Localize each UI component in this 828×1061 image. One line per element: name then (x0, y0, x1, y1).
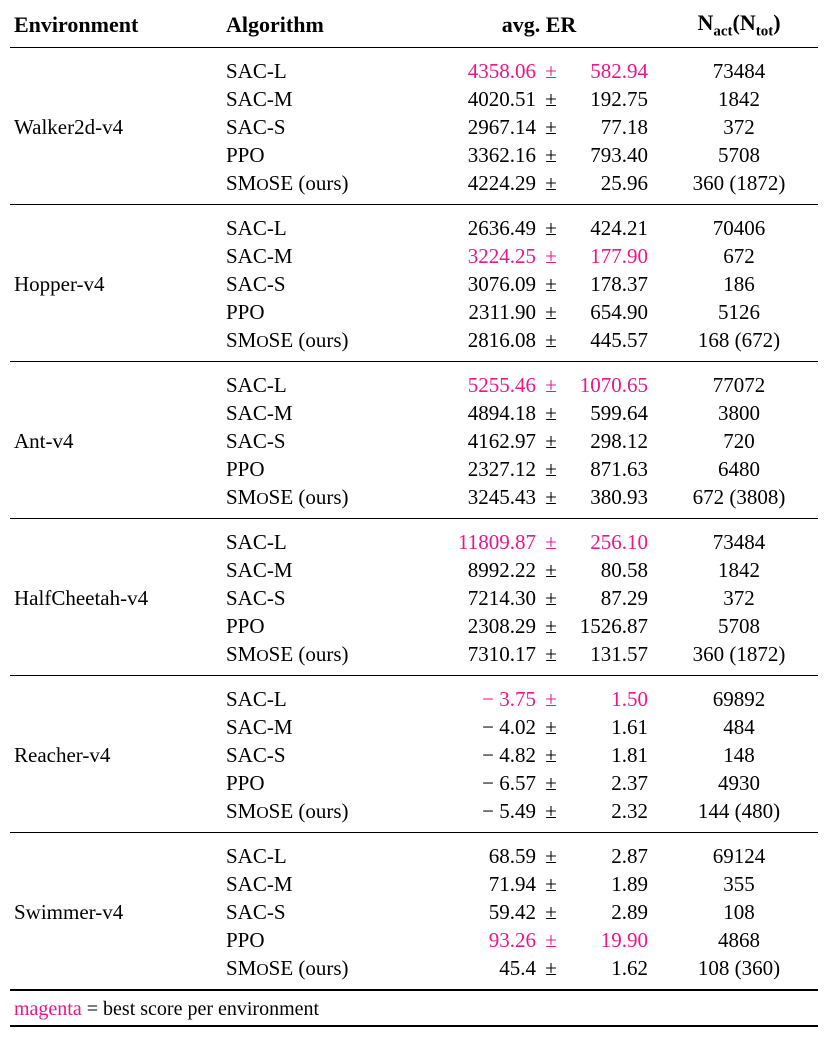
smallcap-letter: O (256, 959, 269, 979)
algorithm-label: SAC-L (226, 529, 287, 554)
spacer-cell (562, 48, 660, 57)
spacer-cell (540, 519, 562, 528)
spacer-cell (562, 668, 660, 676)
nact-value: 372 (723, 585, 755, 610)
plus-minus-symbol: ± (545, 372, 557, 397)
algorithm-label: PPO (226, 613, 265, 638)
avg-er-std: 2.32 (611, 798, 649, 823)
table-row (10, 57, 818, 85)
plus-minus-symbol: ± (545, 686, 557, 711)
algorithm-label: SAC-S (226, 585, 286, 610)
spacer-cell (540, 362, 562, 371)
avg-er-std: 1.62 (611, 955, 649, 980)
spacer-cell (10, 676, 222, 685)
spacer-cell (660, 519, 818, 528)
avg-er-std: 87.29 (600, 585, 649, 610)
algorithm-label: SMOSE (ours) (226, 955, 349, 980)
legend-keyword: magenta (14, 998, 82, 1021)
nact-value: 73484 (712, 58, 766, 83)
nact-value: 73484 (712, 529, 766, 554)
algorithm-label: SAC-L (226, 372, 287, 397)
nact-value: 108 (360) (697, 955, 781, 980)
algorithm-label: PPO (226, 456, 265, 481)
avg-er-std: 2.87 (611, 843, 649, 868)
spacer-cell (10, 197, 222, 205)
avg-er-mean: 5255.46 (467, 372, 536, 397)
spacer-cell (418, 833, 540, 842)
legend-description: = best score per environment (81, 998, 320, 1021)
plus-minus-symbol: ± (545, 899, 557, 924)
nact-value: 4868 (718, 927, 761, 952)
group-spacer (10, 982, 818, 990)
spacer-cell (222, 48, 418, 57)
group-spacer (10, 833, 818, 842)
algorithm-label: SAC-M (226, 871, 293, 896)
spacer-cell (562, 676, 660, 685)
environment-label: Ant-v4 (14, 428, 74, 453)
spacer-cell (562, 354, 660, 362)
plus-minus-symbol: ± (545, 557, 557, 582)
avg-er-mean: 2967.14 (467, 114, 536, 139)
group-spacer (10, 668, 818, 676)
avg-er-std: 445.57 (590, 327, 649, 352)
group-spacer (10, 676, 818, 685)
rule-cell (540, 1026, 562, 1027)
plus-minus-symbol: ± (545, 142, 557, 167)
avg-er-mean: 2308.29 (467, 613, 536, 638)
avg-er-std: 19.90 (600, 927, 649, 952)
nact-value: 5708 (718, 142, 761, 167)
spacer-cell (222, 362, 418, 371)
spacer-cell (222, 205, 418, 214)
plus-minus-symbol: ± (545, 243, 557, 268)
avg-er-mean: 68.59 (488, 843, 536, 868)
algorithm-label: PPO (226, 927, 265, 952)
avg-er-mean: 4162.97 (467, 428, 536, 453)
avg-er-mean: 4894.18 (467, 400, 536, 425)
algorithm-label: SAC-M (226, 243, 293, 268)
nact-value: 484 (723, 714, 755, 739)
plus-minus-symbol: ± (545, 215, 557, 240)
smallcap-letter: O (256, 331, 269, 351)
plus-minus-symbol: ± (545, 114, 557, 139)
spacer-cell (10, 668, 222, 676)
nact-value: 1842 (718, 86, 761, 111)
nact-value: 4930 (718, 770, 761, 795)
spacer-cell (660, 833, 818, 842)
smallcap-letter: O (256, 802, 269, 822)
spacer-cell (10, 354, 222, 362)
avg-er-mean: − 6.57 (482, 770, 536, 795)
algorithm-label: SAC-M (226, 86, 293, 111)
spacer-cell (540, 668, 562, 676)
algorithm-label: SAC-L (226, 58, 287, 83)
spacer-cell (660, 982, 818, 990)
avg-er-std: 424.21 (590, 215, 649, 240)
rule-cell (10, 1026, 222, 1027)
plus-minus-symbol: ± (545, 613, 557, 638)
spacer-cell (562, 982, 660, 990)
spacer-cell (222, 197, 418, 205)
avg-er-mean: 2311.90 (468, 299, 536, 324)
spacer-cell (418, 982, 540, 990)
avg-er-mean: 8992.22 (467, 557, 536, 582)
header-environment: Environment (14, 12, 139, 38)
spacer-cell (418, 668, 540, 676)
avg-er-mean: 7214.30 (467, 585, 536, 610)
algorithm-label: SAC-L (226, 686, 287, 711)
plus-minus-symbol: ± (545, 927, 557, 952)
plus-minus-symbol: ± (545, 271, 557, 296)
environment-label: Walker2d-v4 (14, 114, 124, 139)
avg-er-std: 793.40 (590, 142, 649, 167)
header-nact-sub: act (713, 23, 733, 40)
spacer-cell (222, 354, 418, 362)
avg-er-mean: 11809.87 (458, 529, 536, 554)
rule-cell (418, 1026, 540, 1027)
algorithm-label: PPO (226, 299, 265, 324)
nact-value: 69124 (712, 843, 766, 868)
spacer-cell (660, 197, 818, 205)
avg-er-mean: 4020.51 (467, 86, 536, 111)
header-nact-paren-sub: tot (755, 23, 774, 40)
avg-er-mean: 3224.25 (467, 243, 536, 268)
avg-er-mean: 45.4 (499, 955, 536, 980)
avg-er-mean: 93.26 (488, 927, 536, 952)
avg-er-std: 2.89 (611, 899, 649, 924)
avg-er-mean: 3245.43 (467, 484, 536, 509)
header-nact (660, 6, 818, 48)
avg-er-std: 1.89 (611, 871, 649, 896)
table-row (10, 371, 818, 399)
plus-minus-symbol: ± (545, 770, 557, 795)
header-algorithm: Algorithm (226, 12, 324, 38)
avg-er-std: 380.93 (590, 484, 649, 509)
algorithm-label: SMOSE (ours) (226, 641, 349, 666)
nact-value: 69892 (712, 686, 766, 711)
algorithm-label: PPO (226, 142, 265, 167)
spacer-cell (660, 362, 818, 371)
avg-er-mean: 2636.49 (467, 215, 536, 240)
environment-label: Hopper-v4 (14, 271, 105, 296)
smallcap-letter: O (256, 645, 269, 665)
spacer-cell (418, 205, 540, 214)
environment-label: Swimmer-v4 (14, 899, 124, 924)
nact-value: 70406 (712, 215, 766, 240)
nact-value: 720 (723, 428, 755, 453)
nact-value: 108 (723, 899, 755, 924)
spacer-cell (660, 354, 818, 362)
avg-er-mean: 71.94 (488, 871, 536, 896)
nact-value: 672 (723, 243, 755, 268)
spacer-cell (540, 48, 562, 57)
group-spacer (10, 48, 818, 57)
plus-minus-symbol: ± (545, 456, 557, 481)
table-row (10, 842, 818, 870)
nact-value: 3800 (718, 400, 761, 425)
avg-er-std: 1070.65 (579, 372, 649, 397)
algorithm-label: SAC-S (226, 742, 286, 767)
plus-minus-symbol: ± (545, 327, 557, 352)
spacer-cell (10, 48, 222, 57)
group-spacer (10, 354, 818, 362)
spacer-cell (562, 362, 660, 371)
algorithm-label: SMOSE (ours) (226, 798, 349, 823)
smallcap-letter: O (256, 174, 269, 194)
nact-value: 360 (1872) (692, 170, 786, 195)
avg-er-std: 77.18 (600, 114, 649, 139)
avg-er-mean: − 4.02 (482, 714, 536, 739)
group-spacer (10, 362, 818, 371)
spacer-cell (562, 833, 660, 842)
environment-label: HalfCheetah-v4 (14, 585, 149, 610)
spacer-cell (562, 519, 660, 528)
table-row (10, 528, 818, 556)
rule-cell (222, 1026, 418, 1027)
spacer-cell (418, 362, 540, 371)
plus-minus-symbol: ± (545, 529, 557, 554)
plus-minus-symbol: ± (545, 871, 557, 896)
legend-row (10, 991, 818, 1026)
algorithm-label: SAC-M (226, 714, 293, 739)
plus-minus-symbol: ± (545, 86, 557, 111)
spacer-cell (10, 825, 222, 833)
avg-er-mean: 4224.29 (467, 170, 536, 195)
spacer-cell (540, 825, 562, 833)
avg-er-std: 192.75 (590, 86, 649, 111)
spacer-cell (222, 982, 418, 990)
nact-value: 5126 (718, 299, 761, 324)
spacer-cell (540, 205, 562, 214)
spacer-cell (418, 48, 540, 57)
avg-er-std: 871.63 (590, 456, 649, 481)
spacer-cell (540, 197, 562, 205)
header-nact-paren-open: (N (732, 10, 756, 35)
spacer-cell (418, 676, 540, 685)
nact-value: 1842 (718, 557, 761, 582)
plus-minus-symbol: ± (545, 714, 557, 739)
spacer-cell (222, 825, 418, 833)
spacer-cell (418, 519, 540, 528)
plus-minus-symbol: ± (545, 585, 557, 610)
avg-er-mean: 2816.08 (467, 327, 536, 352)
avg-er-mean: 4358.06 (467, 58, 536, 83)
plus-minus-symbol: ± (545, 742, 557, 767)
avg-er-std: 298.12 (590, 428, 649, 453)
avg-er-std: 1.81 (611, 742, 649, 767)
plus-minus-symbol: ± (545, 400, 557, 425)
avg-er-std: 177.90 (590, 243, 649, 268)
spacer-cell (10, 205, 222, 214)
nact-value: 144 (480) (697, 798, 781, 823)
spacer-cell (540, 833, 562, 842)
environment-label: Reacher-v4 (14, 742, 111, 767)
avg-er-mean: − 5.49 (482, 798, 536, 823)
spacer-cell (540, 511, 562, 519)
nact-value: 148 (723, 742, 755, 767)
spacer-cell (660, 511, 818, 519)
spacer-cell (540, 982, 562, 990)
avg-er-std: 1526.87 (579, 613, 649, 638)
group-spacer (10, 825, 818, 833)
spacer-cell (540, 676, 562, 685)
algorithm-label: SAC-L (226, 843, 287, 868)
spacer-cell (660, 668, 818, 676)
table-header-row (10, 6, 818, 48)
spacer-cell (222, 668, 418, 676)
spacer-cell (418, 197, 540, 205)
nact-value: 360 (1872) (692, 641, 786, 666)
table-body (10, 48, 818, 1028)
legend-text (10, 991, 818, 1026)
avg-er-mean: − 3.75 (482, 686, 536, 711)
smallcap-letter: O (256, 488, 269, 508)
nact-value: 186 (723, 271, 755, 296)
spacer-cell (660, 205, 818, 214)
plus-minus-symbol: ± (545, 843, 557, 868)
group-spacer (10, 511, 818, 519)
spacer-cell (562, 205, 660, 214)
nact-value: 672 (3808) (692, 484, 786, 509)
algorithm-label: SMOSE (ours) (226, 484, 349, 509)
spacer-cell (10, 511, 222, 519)
spacer-cell (660, 825, 818, 833)
spacer-cell (10, 519, 222, 528)
algorithm-label: SAC-S (226, 114, 286, 139)
rule-cell (660, 1026, 818, 1027)
header-nact-prefix: N (697, 10, 714, 35)
spacer-cell (222, 519, 418, 528)
table-row (10, 685, 818, 713)
nact-value: 6480 (718, 456, 761, 481)
spacer-cell (562, 511, 660, 519)
avg-er-mean: 3076.09 (467, 271, 536, 296)
spacer-cell (660, 48, 818, 57)
nact-value: 372 (723, 114, 755, 139)
avg-er-std: 582.94 (590, 58, 649, 83)
avg-er-std: 131.57 (590, 641, 649, 666)
plus-minus-symbol: ± (545, 170, 557, 195)
spacer-cell (222, 511, 418, 519)
avg-er-mean: − 4.82 (482, 742, 536, 767)
algorithm-label: SMOSE (ours) (226, 170, 349, 195)
group-spacer (10, 519, 818, 528)
spacer-cell (418, 511, 540, 519)
table-head (10, 6, 818, 48)
avg-er-std: 178.37 (590, 271, 649, 296)
avg-er-std: 80.58 (600, 557, 649, 582)
spacer-cell (562, 197, 660, 205)
plus-minus-symbol: ± (545, 798, 557, 823)
spacer-cell (540, 354, 562, 362)
spacer-cell (418, 825, 540, 833)
avg-er-mean: 7310.17 (467, 641, 536, 666)
spacer-cell (660, 676, 818, 685)
algorithm-label: PPO (226, 770, 265, 795)
header-avg-er: avg. ER (501, 12, 577, 38)
algorithm-label: SAC-S (226, 899, 286, 924)
spacer-cell (222, 833, 418, 842)
avg-er-std: 1.61 (611, 714, 649, 739)
rule-cell (562, 1026, 660, 1027)
group-spacer (10, 205, 818, 214)
spacer-cell (10, 982, 222, 990)
plus-minus-symbol: ± (545, 641, 557, 666)
spacer-cell (222, 676, 418, 685)
avg-er-std: 654.90 (590, 299, 649, 324)
avg-er-mean: 2327.12 (467, 456, 536, 481)
nact-value: 5708 (718, 613, 761, 638)
avg-er-std: 599.64 (590, 400, 649, 425)
plus-minus-symbol: ± (545, 58, 557, 83)
results-table (10, 6, 818, 1027)
nact-value: 355 (723, 871, 755, 896)
nact-value: 168 (672) (697, 327, 781, 352)
plus-minus-symbol: ± (545, 955, 557, 980)
plus-minus-symbol: ± (545, 428, 557, 453)
spacer-cell (418, 354, 540, 362)
avg-er-std: 25.96 (600, 170, 649, 195)
avg-er-mean: 59.42 (488, 899, 536, 924)
algorithm-label: SAC-M (226, 557, 293, 582)
header-nact-paren-close: ) (773, 10, 781, 35)
group-spacer (10, 197, 818, 205)
spacer-cell (10, 362, 222, 371)
algorithm-label: SAC-L (226, 215, 287, 240)
nact-value: 77072 (712, 372, 766, 397)
algorithm-label: SAC-M (226, 400, 293, 425)
table-row (10, 214, 818, 242)
plus-minus-symbol: ± (545, 299, 557, 324)
avg-er-mean: 3362.16 (467, 142, 536, 167)
avg-er-std: 256.10 (590, 529, 649, 554)
legend-bottom-rule (10, 1026, 818, 1027)
algorithm-label: SAC-S (226, 428, 286, 453)
spacer-cell (562, 825, 660, 833)
avg-er-std: 2.37 (611, 770, 649, 795)
avg-er-std: 1.50 (611, 686, 649, 711)
plus-minus-symbol: ± (545, 484, 557, 509)
algorithm-label: SAC-S (226, 271, 286, 296)
spacer-cell (10, 833, 222, 842)
algorithm-label: SMOSE (ours) (226, 327, 349, 352)
